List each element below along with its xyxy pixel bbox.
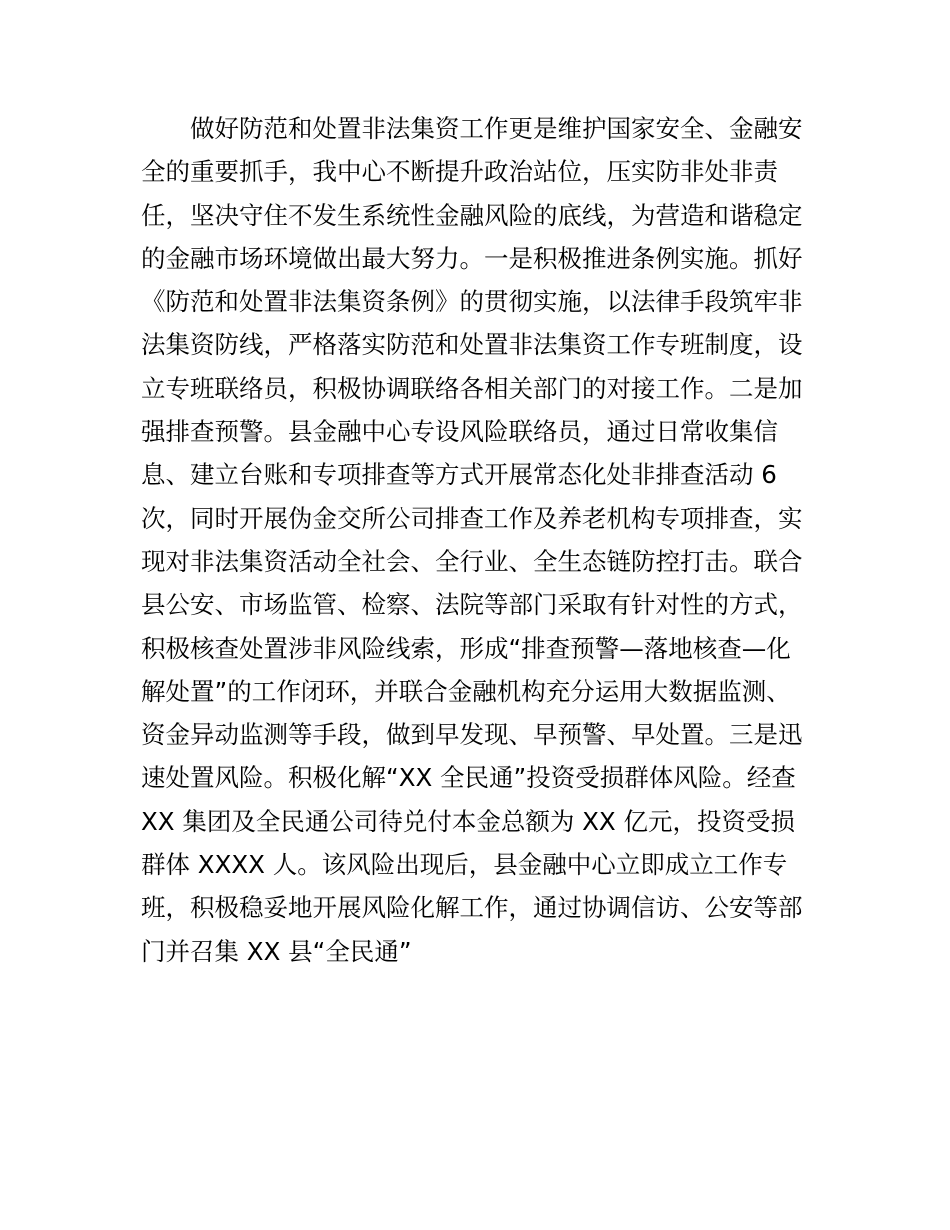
text-line: 门并召集 XX 县“全民通” xyxy=(141,936,412,966)
text-line: 班，积极稳妥地开展风险化解工作，通过协调信访、公安等部 xyxy=(141,893,803,923)
text-line: 次，同时开展伪金交所公司排查工作及养老机构专项排查，实 xyxy=(141,503,803,533)
text-line: 资金异动监测等手段，做到早发现、早预警、早处置。三是迅 xyxy=(141,720,803,750)
text-line: 息、建立台账和专项排查等方式开展常态化处非排查活动 6 xyxy=(141,460,777,490)
text-line: 速处置风险。积极化解“XX 全民通”投资受损群体风险。经查 xyxy=(141,763,796,793)
text-line: 的金融市场环境做出最大努力。一是积极推进条例实施。抓好 xyxy=(141,243,803,273)
text-line: 任，坚决守住不发生系统性金融风险的底线，为营造和谐稳定 xyxy=(141,200,803,230)
text-line: 积极核查处置涉非风险线索，形成“排查预警—落地核查—化 xyxy=(141,633,791,663)
text-line: 群体 XXXX 人。该风险出现后，县金融中心立即成立工作专 xyxy=(141,850,788,880)
text-line: 强排查预警。县金融中心专设风险联络员，通过日常收集信 xyxy=(141,417,778,447)
text-line: 法集资防线，严格落实防范和处置非法集资工作专班制度，设 xyxy=(141,330,803,360)
text-line: 全的重要抓手，我中心不断提升政治站位，压实防非处非责 xyxy=(141,157,778,187)
text-line: 解处置”的工作闭环，并联合金融机构充分运用大数据监测、 xyxy=(141,676,791,706)
text-line: XX 集团及全民通公司待兑付本金总额为 XX 亿元，投资受损 xyxy=(141,806,795,836)
text-line: 现对非法集资活动全社会、全行业、全生态链防控打击。联合 xyxy=(141,546,803,576)
paragraph xyxy=(141,107,811,973)
text-line: 《防范和处置非法集资条例》的贯彻实施，以法律手段筑牢非 xyxy=(141,287,803,317)
text-line: 做好防范和处置非法集资工作更是维护国家安全、金融安 xyxy=(190,114,803,143)
text-line: 县公安、市场监管、检察、法院等部门采取有针对性的方式， xyxy=(141,590,803,620)
text-line: 立专班联络员，积极协调联络各相关部门的对接工作。二是加 xyxy=(141,373,803,403)
